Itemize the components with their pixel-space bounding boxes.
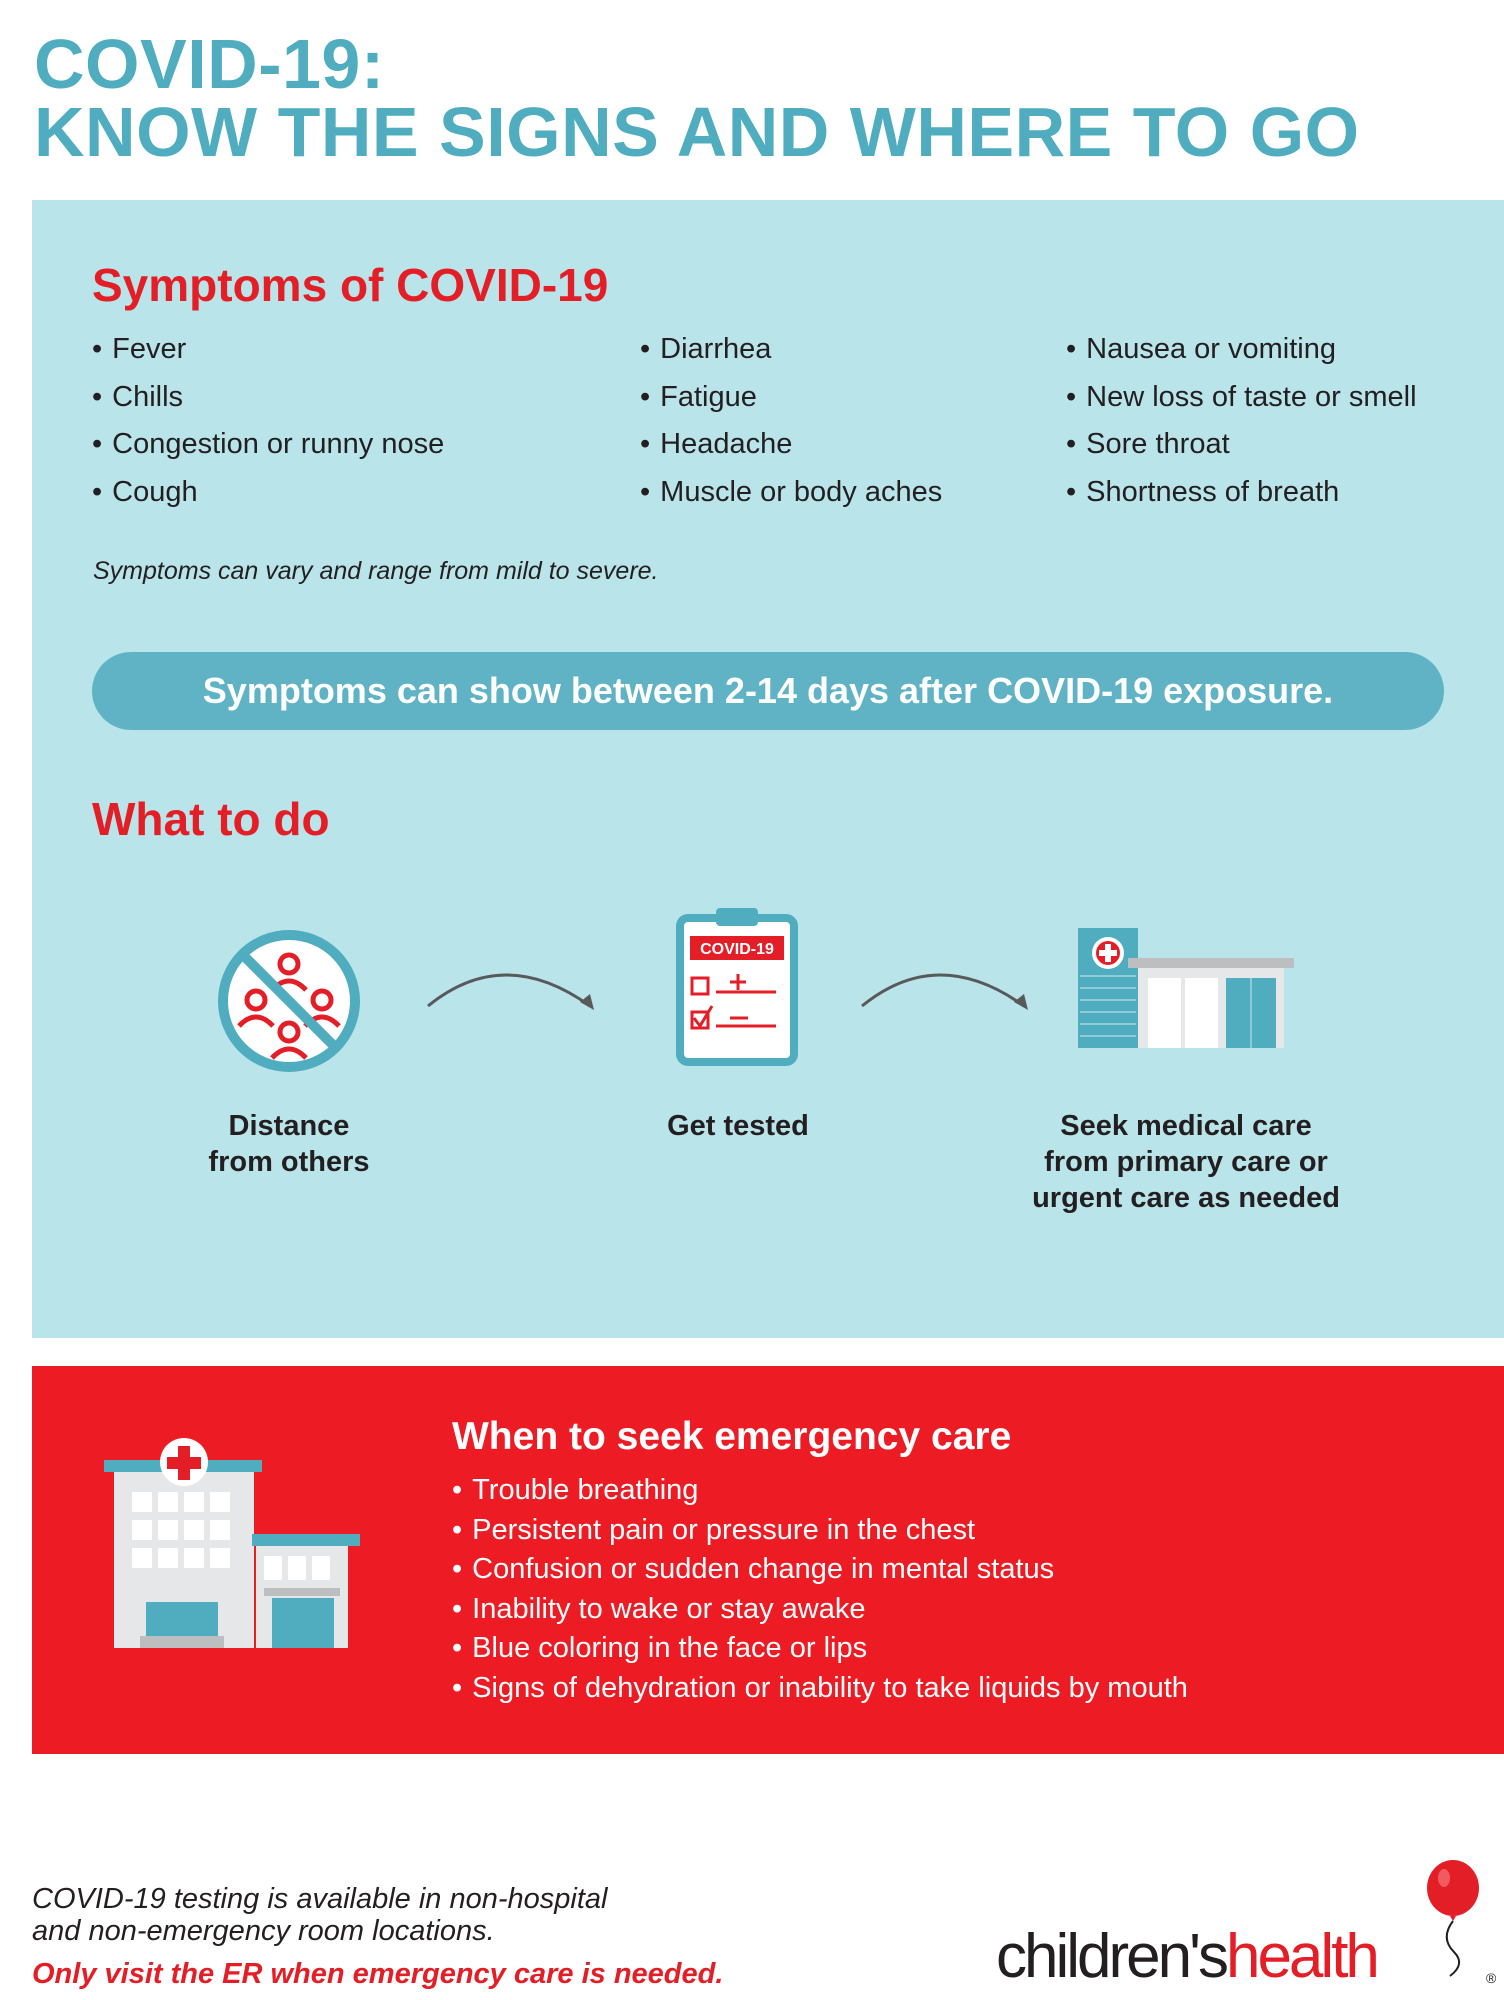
- logo-text-health: health: [1225, 1922, 1377, 1991]
- symptom-item: • Headache: [640, 421, 942, 469]
- logo-text-childrens: children's: [996, 1922, 1226, 1991]
- clipboard-test-icon: [676, 906, 798, 1066]
- emergency-list: [452, 1471, 1188, 1709]
- page-title: [34, 25, 1360, 171]
- testing-note-line: COVID-19 testing is available in non-hospital: [32, 1883, 608, 1915]
- symptom-item: • Shortness of breath: [1066, 469, 1417, 517]
- symptom-item: • New loss of taste or smell: [1066, 374, 1417, 422]
- step-line: Seek medical care: [1060, 1110, 1312, 1142]
- emergency-item: • Signs of dehydration or inability to take liquids by mouth: [452, 1669, 1188, 1709]
- arrow-right-icon: [424, 960, 602, 1020]
- step-line: urgent care as needed: [1032, 1182, 1340, 1214]
- step-label-tested: [667, 1108, 809, 1144]
- title-line-1: COVID-19:: [34, 25, 385, 103]
- emergency-item: • Confusion or sudden change in mental status: [452, 1550, 1188, 1590]
- step-line: from primary care or: [1044, 1146, 1328, 1178]
- symptom-item: • Fatigue: [640, 374, 942, 422]
- symptoms-list-col-3: [1066, 326, 1417, 516]
- childrens-health-logo: [996, 1924, 1377, 1990]
- what-to-do-heading: What to do: [92, 793, 330, 845]
- emergency-item: • Blue coloring in the face or lips: [452, 1629, 1188, 1669]
- step-line: Distance: [228, 1110, 350, 1142]
- symptoms-list-col-1: [92, 326, 444, 516]
- registered-mark: ®: [1486, 1970, 1497, 1986]
- emergency-heading: When to seek emergency care: [452, 1415, 1012, 1458]
- emergency-item: • Persistent pain or pressure in the chest: [452, 1511, 1188, 1551]
- symptom-item: • Cough: [92, 469, 444, 517]
- step-label-distance: [208, 1108, 369, 1180]
- symptom-item: • Congestion or runny nose: [92, 421, 444, 469]
- balloon-icon: [1420, 1858, 1486, 1978]
- clinic-icon: [1076, 926, 1298, 1052]
- er-warning: Only visit the ER when emergency care is needed.: [32, 1958, 724, 1990]
- clipboard-label: COVID-19: [700, 941, 774, 958]
- symptom-item: • Chills: [92, 374, 444, 422]
- symptom-item: • Fever: [92, 326, 444, 374]
- symptom-item: • Nausea or vomiting: [1066, 326, 1417, 374]
- symptoms-heading: Symptoms of COVID-19: [92, 259, 609, 311]
- symptoms-list-col-2: [640, 326, 942, 516]
- hospital-icon: [104, 1438, 360, 1650]
- incubation-banner: Symptoms can show between 2-14 days after COVID-19 exposure.: [92, 652, 1444, 730]
- symptom-item: • Sore throat: [1066, 421, 1417, 469]
- no-crowd-icon: [216, 928, 362, 1074]
- step-line: from others: [208, 1146, 370, 1178]
- arrow-right-icon: [858, 960, 1036, 1020]
- emergency-item: • Inability to wake or stay awake: [452, 1590, 1188, 1630]
- symptom-item: • Muscle or body aches: [640, 469, 942, 517]
- emergency-item: • Trouble breathing: [452, 1471, 1188, 1511]
- step-line: Get tested: [667, 1110, 809, 1142]
- symptoms-note: Symptoms can vary and range from mild to severe.: [93, 557, 659, 585]
- testing-note-line: and non-emergency room locations.: [32, 1915, 495, 1947]
- testing-note: [32, 1883, 607, 1947]
- symptom-item: • Diarrhea: [640, 326, 942, 374]
- title-line-2: KNOW THE SIGNS AND WHERE TO GO: [34, 93, 1360, 171]
- step-label-seek-care: [1032, 1108, 1340, 1216]
